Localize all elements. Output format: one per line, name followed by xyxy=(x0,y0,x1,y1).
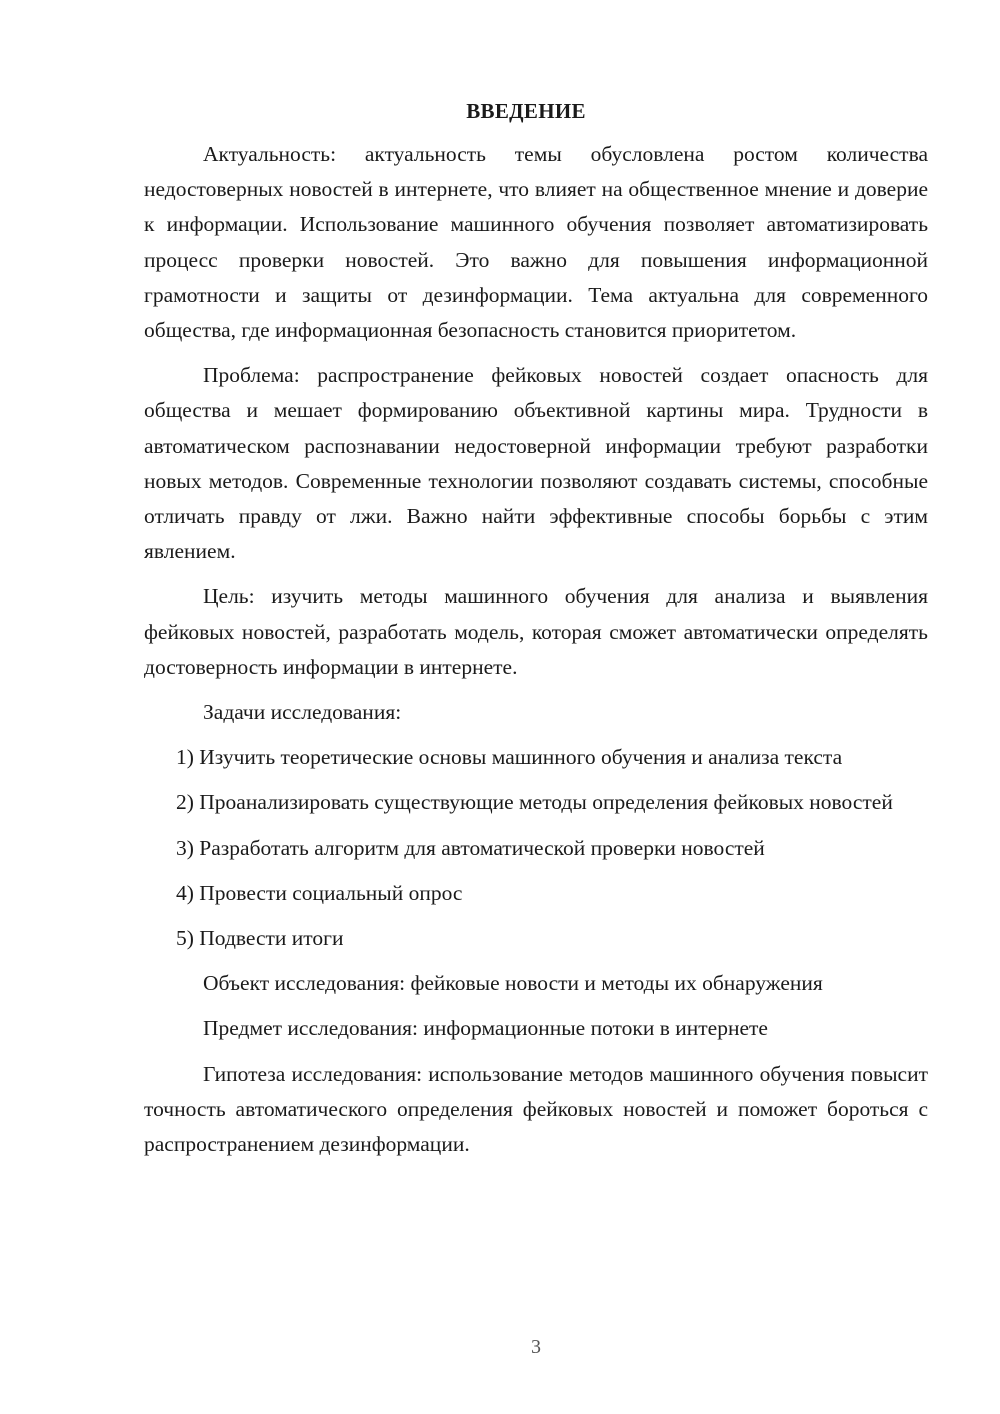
relevance-paragraph: Актуальность: актуальность темы обусловлена ростом количества недостоверных новостей в интернете, что влияет на общественное мнение и доверие к информации. Использование машинного обучения позволяет автоматизировать процесс проверки новостей. Это важно для повышения информационной грамотности и защиты от дезинформации. Тема актуальна для современного общества, где информационная безопасность становится приоритетом. xyxy=(144,142,928,343)
task-item: 1) Изучить теоретические основы машинного обучения и анализа текста xyxy=(176,745,843,770)
page-title: ВВЕДЕНИЕ xyxy=(466,99,586,123)
goal-paragraph: Цель: изучить методы машинного обучения для анализа и выявления фейковых новостей, разработать модель, которая сможет автоматически определять достоверность информации в интернете. xyxy=(144,584,928,679)
task-item: 2) Проанализировать существующие методы определения фейковых новостей xyxy=(176,790,893,815)
document-page xyxy=(144,94,928,1162)
page-number: 3 xyxy=(531,1336,541,1358)
problem-paragraph: Проблема: распространение фейковых новостей создает опасность для общества и мешает формированию объективной картины мира. Трудности в автоматическом распознавании недостоверной информации требуют разработки новых методов. Современные технологии позволяют создавать системы, способные отличать правду от лжи. Важно найти эффективные способы борьбы с этим явлением. xyxy=(144,363,928,564)
tasks-heading: Задачи исследования: xyxy=(203,700,402,725)
hypothesis-paragraph: Гипотеза исследования: использование методов машинного обучения повысит точность автоматического определения фейковых новостей и поможет бороться с распространением дезинформации. xyxy=(144,1061,928,1157)
object-paragraph: Объект исследования: фейковые новости и методы их обнаружения xyxy=(203,971,823,996)
subject-paragraph: Предмет исследования: информационные потоки в интернете xyxy=(203,1016,768,1041)
task-item: 4) Провести социальный опрос xyxy=(176,880,463,905)
task-item: 3) Разработать алгоритм для автоматической проверки новостей xyxy=(176,835,765,860)
task-item: 5) Подвести итоги xyxy=(176,926,344,951)
